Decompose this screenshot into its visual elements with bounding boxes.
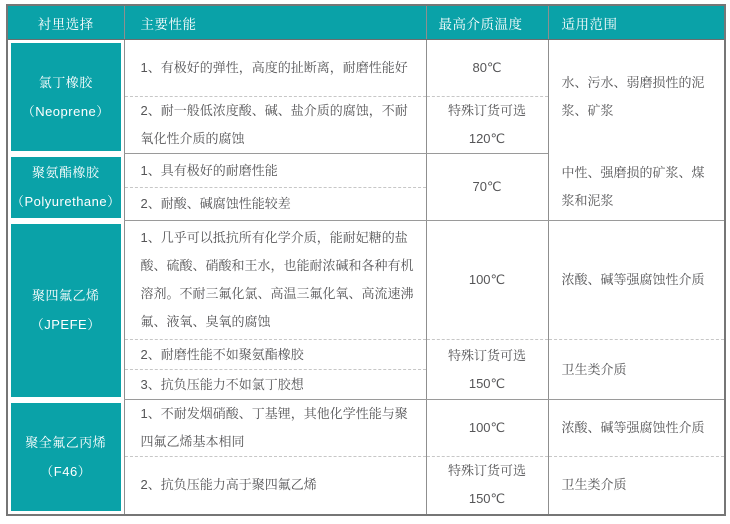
temperature-line: 120℃ (468, 131, 506, 146)
application-range-cell: 卫生类介质 (548, 340, 725, 400)
performance-cell: 1、几乎可以抵抗所有化学介质，能耐妃糖的盐酸、硫酸、硝酸和王水，也能耐浓碱和各种有机溶剂。不耐三氟化氯、高温三氟化氧、高流速沸氟、液氧、臭氧的腐蚀 (124, 221, 426, 340)
application-range-cell: 水、污水、弱磨损性的泥浆、矿浆 (548, 40, 725, 154)
header-max-temp: 最高介质温度 (426, 5, 548, 40)
material-name: 氯丁橡胶 (38, 74, 93, 90)
material-en-name: （JPEFE） (30, 317, 101, 332)
application-range-cell: 浓酸、碱等强腐蚀性介质 (548, 221, 725, 340)
performance-cell: 1、有极好的弹性，高度的扯断离，耐磨性能好 (124, 40, 426, 97)
table-row (7, 221, 725, 340)
material-cell (7, 40, 124, 154)
material-name: 聚氨酯橡胶 (31, 165, 100, 180)
material-en-name: （Polyurethane） (11, 194, 121, 209)
temperature-cell (426, 400, 548, 457)
performance-cell: 2、耐磨性能不如聚氨酯橡胶 (124, 340, 426, 370)
temperature-line: 80℃ (472, 60, 502, 75)
temperature-line: 特殊订货可选 (447, 463, 526, 479)
table-row (7, 40, 725, 97)
material-en-name: （Neoprene） (21, 103, 110, 119)
temperature-line: 特殊订货可选 (447, 103, 526, 118)
temperature-cell (426, 221, 548, 340)
temperature-line: 70℃ (472, 179, 502, 194)
temperature-cell (426, 40, 548, 97)
temperature-cell (426, 340, 548, 400)
lining-spec-table (6, 4, 726, 516)
temperature-cell (426, 97, 548, 154)
material-name: 聚四氟乙烯 (31, 288, 100, 303)
performance-cell: 2、耐酸、碱腐蚀性能较差 (124, 188, 426, 221)
temperature-cell (426, 457, 548, 515)
temperature-line: 150℃ (468, 491, 506, 507)
temperature-line: 100℃ (468, 272, 506, 287)
temperature-line: 特殊订货可选 (447, 347, 526, 363)
material-cell (7, 400, 124, 515)
performance-cell: 2、耐一般低浓度酸、碱、盐介质的腐蚀，不耐氧化性介质的腐蚀 (124, 97, 426, 154)
application-range-cell: 中性、强磨损的矿浆、煤浆和泥浆 (548, 154, 725, 221)
performance-cell: 1、不耐发烟硝酸、丁基锂，其他化学性能与聚四氟乙烯基本相同 (124, 400, 426, 457)
application-range-cell: 浓酸、碱等强腐蚀性介质 (548, 400, 725, 457)
temperature-line: 150℃ (468, 375, 506, 391)
header-main-performance: 主要性能 (124, 5, 426, 40)
performance-cell: 2、抗负压能力高于聚四氟乙烯 (124, 457, 426, 515)
material-cell (7, 154, 124, 221)
table-row (7, 400, 725, 457)
temperature-cell (426, 154, 548, 221)
material-name: 聚全氟乙丙烯 (25, 434, 107, 450)
header-application-range: 适用范围 (548, 5, 725, 40)
performance-cell: 1、具有极好的耐磨性能 (124, 154, 426, 188)
temperature-line: 100℃ (468, 420, 506, 435)
header-row (7, 5, 725, 40)
material-en-name: （F46） (40, 463, 92, 479)
header-lining-choice: 衬里选择 (7, 5, 124, 40)
application-range-cell: 卫生类介质 (548, 457, 725, 515)
material-cell (7, 221, 124, 400)
performance-cell: 3、抗负压能力不如氯丁胶想 (124, 370, 426, 400)
table-row (7, 154, 725, 188)
